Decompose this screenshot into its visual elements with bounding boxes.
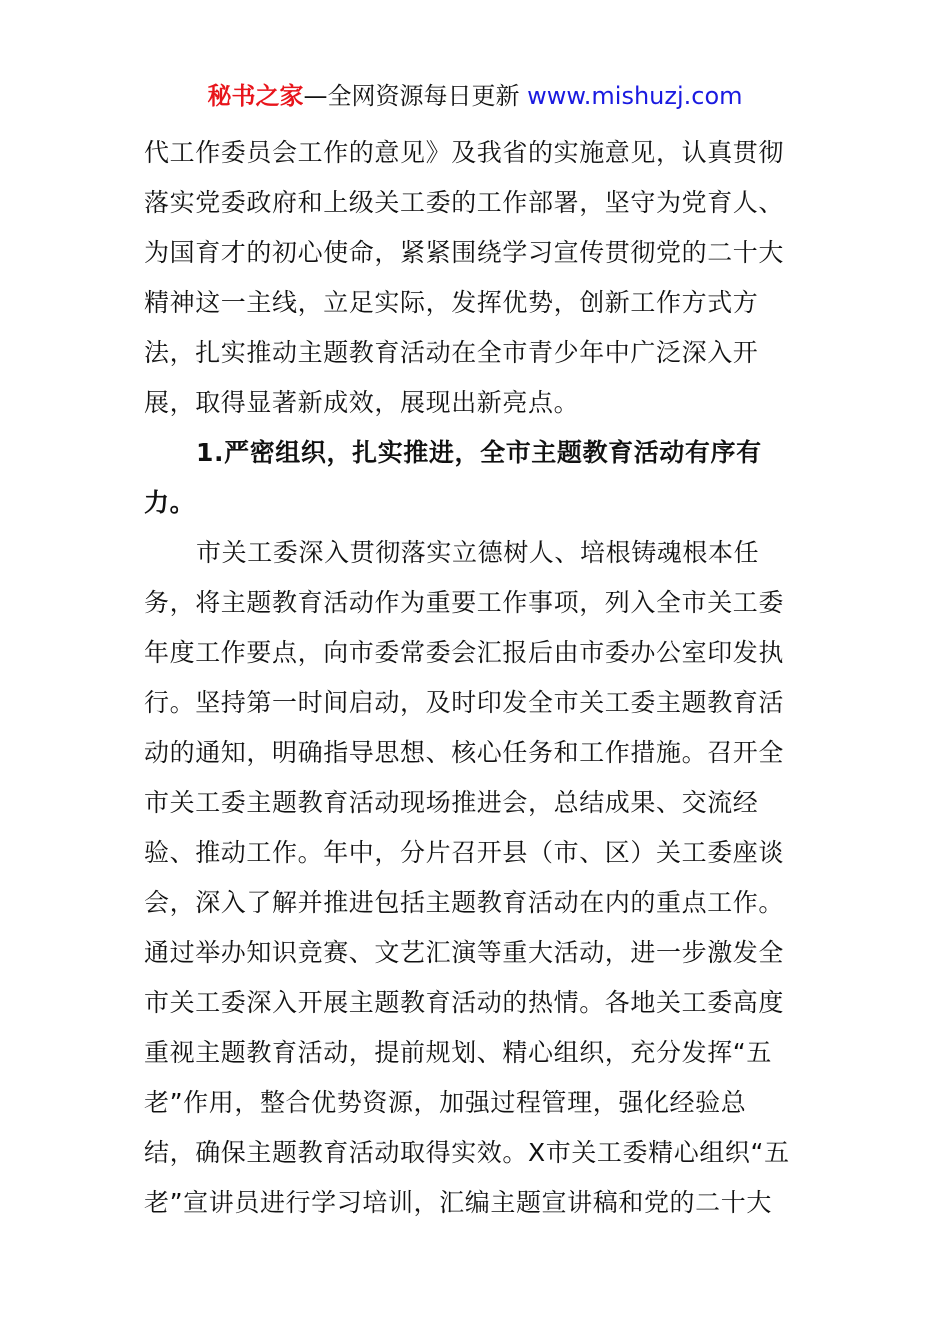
paragraph-line: 会，深入了解并推进包括主题教育活动在内的重点工作。 <box>144 888 785 917</box>
paragraph-line: 老”宣讲员进行学习培训，汇编主题宣讲稿和党的二十大 <box>144 1188 772 1217</box>
paragraph-line: 市关工委主题教育活动现场推进会，总结成果、交流经 <box>144 788 759 817</box>
paragraph-line: 代工作委员会工作的意见》及我省的实施意见，认真贯彻 <box>144 138 785 167</box>
paragraph-line: 精神这一主线，立足实际，发挥优势，创新工作方式方 <box>144 288 759 317</box>
section-heading-continuation: 力。 <box>144 488 196 517</box>
paragraph-line: 通过举办知识竞赛、文艺汇演等重大活动，进一步激发全 <box>144 938 785 967</box>
site-url-link[interactable]: www.mishuzj.com <box>527 82 743 110</box>
site-brand: 秘书之家 <box>207 82 304 110</box>
paragraph-line: 结，确保主题教育活动取得实效。X市关工委精心组织“五 <box>144 1138 790 1167</box>
paragraph-line: 法，扎实推动主题教育活动在全市青少年中广泛深入开 <box>144 338 759 367</box>
document-body <box>144 128 809 1228</box>
section-heading: 1.严密组织，扎实推进，全市主题教育活动有序有 <box>196 438 762 467</box>
paragraph-line: 动的通知，明确指导思想、核心任务和工作措施。召开全 <box>144 738 785 767</box>
paragraph-line: 为国育才的初心使命，紧紧围绕学习宣传贯彻党的二十大 <box>144 238 785 267</box>
paragraph-line: 老”作用，整合优势资源，加强过程管理，强化经验总 <box>144 1088 747 1117</box>
paragraph-line: 年度工作要点，向市委常委会汇报后由市委办公室印发执 <box>144 638 785 667</box>
paragraph-line: 市关工委深入开展主题教育活动的热情。各地关工委高度 <box>144 988 785 1017</box>
paragraph-line: 展，取得显著新成效，展现出新亮点。 <box>144 388 580 417</box>
paragraph-line: 落实党委政府和上级关工委的工作部署，坚守为党育人、 <box>144 188 785 217</box>
site-tagline: —全网资源每日更新 <box>303 82 520 110</box>
paragraph-line: 务，将主题教育活动作为重要工作事项，列入全市关工委 <box>144 588 785 617</box>
paragraph-line: 重视主题教育活动，提前规划、精心组织，充分发挥“五 <box>144 1038 772 1067</box>
paragraph-line: 行。坚持第一时间启动，及时印发全市关工委主题教育活 <box>144 688 785 717</box>
site-header <box>0 80 950 112</box>
paragraph-line: 市关工委深入贯彻落实立德树人、培根铸魂根本任 <box>196 538 760 567</box>
paragraph-line: 验、推动工作。年中，分片召开县（市、区）关工委座谈 <box>144 838 785 867</box>
